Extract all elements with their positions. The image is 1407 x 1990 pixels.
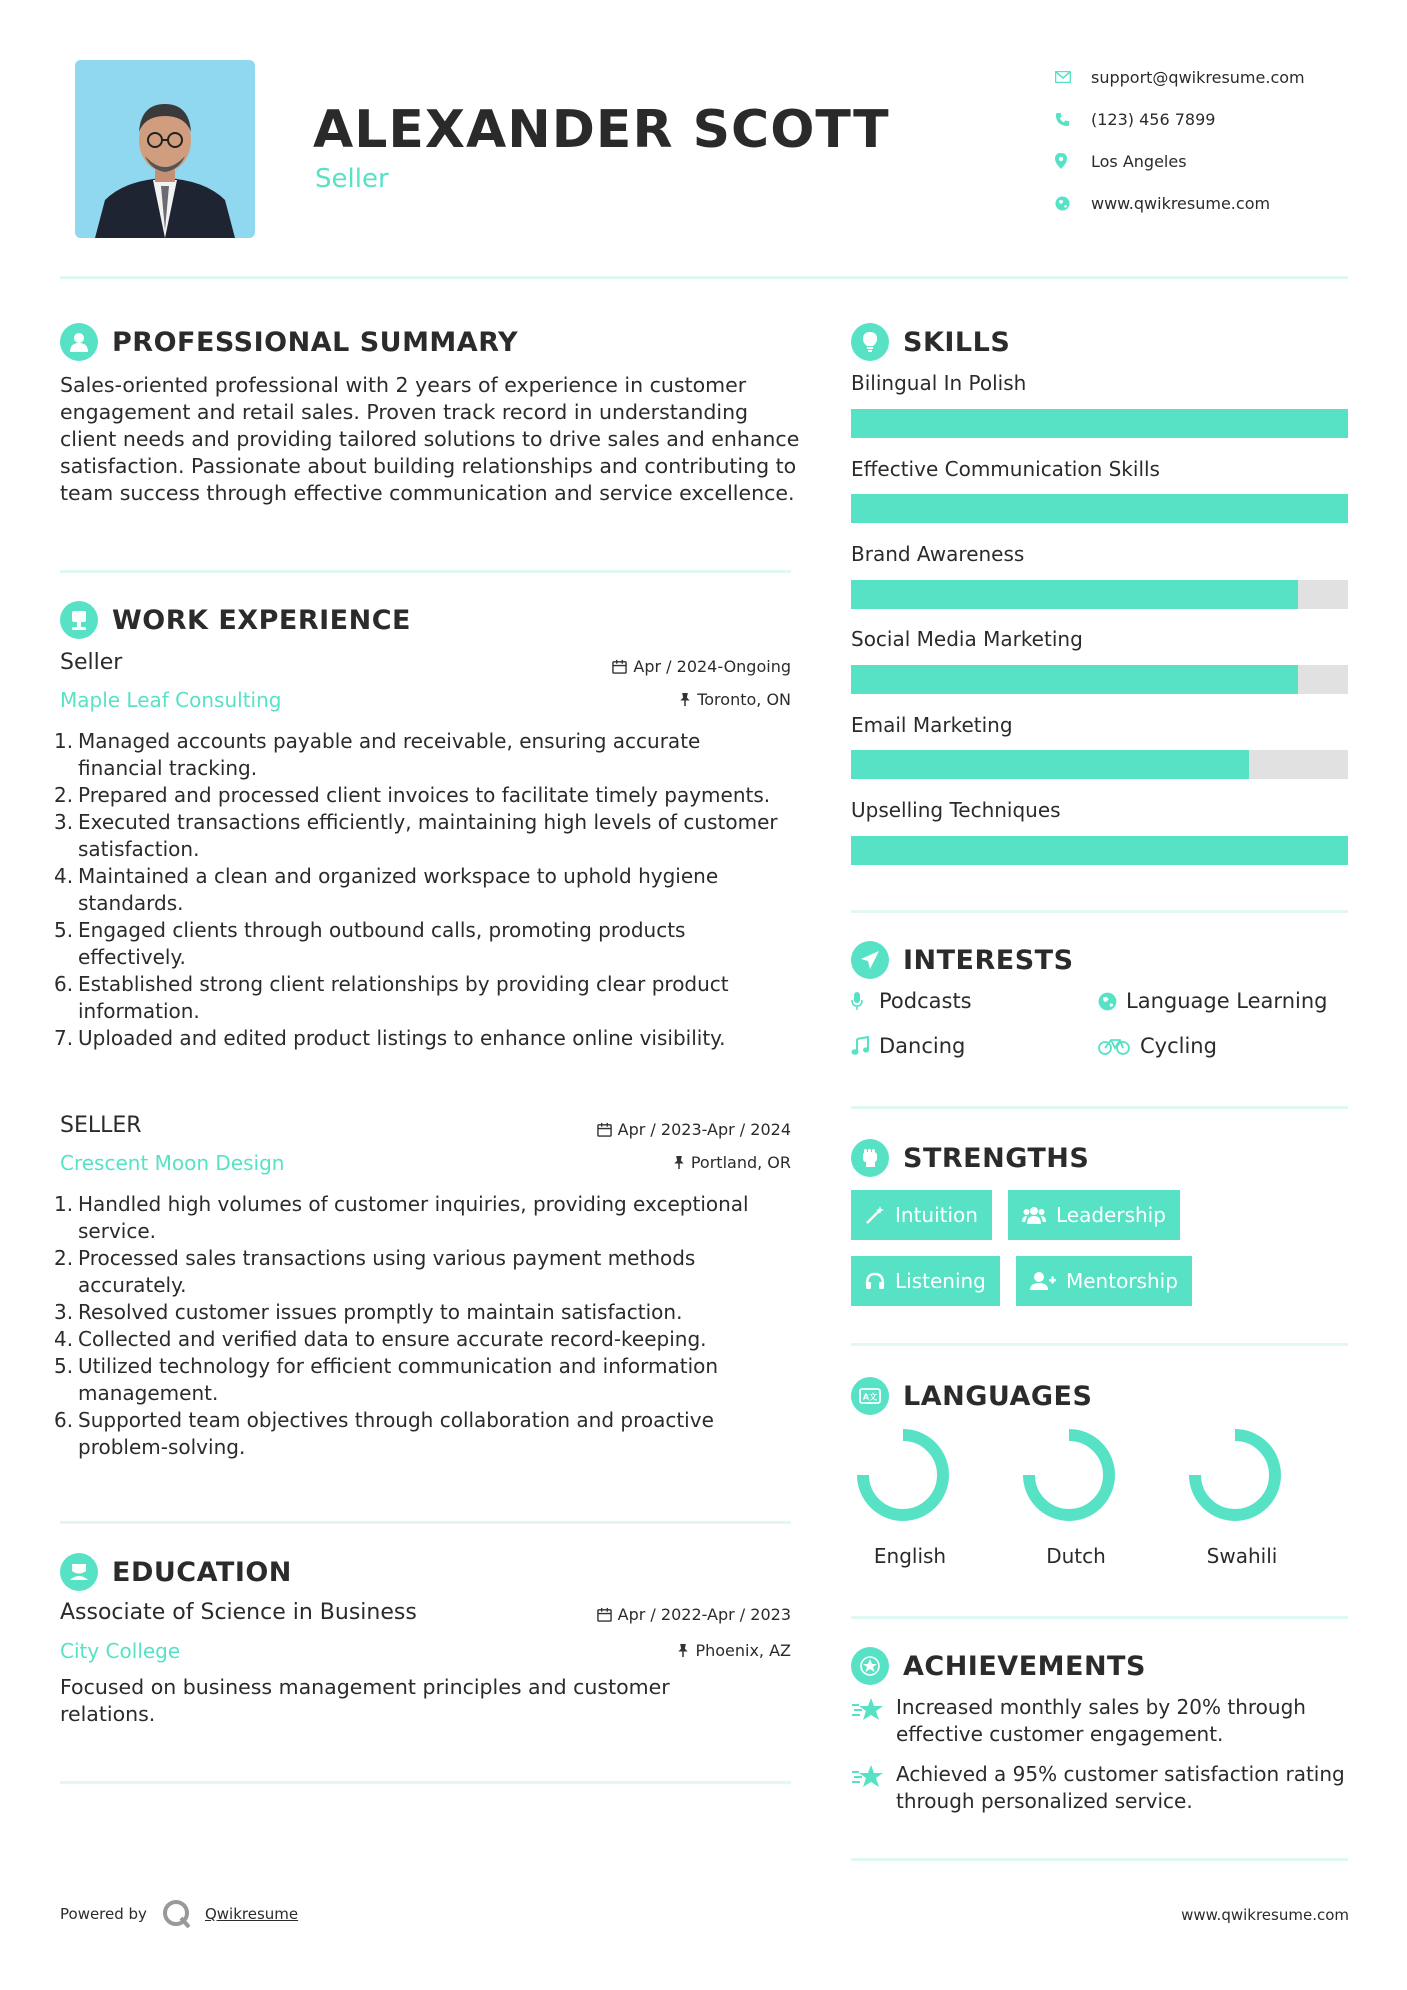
skill-bar-fill: [851, 409, 1348, 438]
headphones-icon: [865, 1272, 885, 1290]
skill-label: Email Marketing: [851, 713, 1013, 737]
profile-photo: [75, 60, 255, 238]
user-plus-icon: [1030, 1271, 1056, 1291]
contact-location: [1055, 140, 1385, 182]
job-1-company: Maple Leaf Consulting: [60, 688, 282, 712]
job-2-dates-text: Apr / 2023-Apr / 2024: [617, 1120, 791, 1139]
microphone-icon: [851, 991, 879, 1011]
magic-wand-icon: [865, 1205, 885, 1225]
skill-bar: [851, 494, 1348, 523]
education-description: Focused on business management principles and customer relations.: [60, 1675, 670, 1726]
list-item: 6. Established strong client relationships by providing clear product information.: [54, 972, 729, 1023]
contact-location-text: Los Angeles: [1091, 151, 1187, 171]
skill-bar: [851, 836, 1348, 865]
list-item: 3. Resolved customer issues promptly to maintain satisfaction.: [54, 1300, 683, 1324]
summary-divider: [60, 570, 791, 573]
skills-divider: [851, 910, 1348, 913]
contact-website[interactable]: [1055, 182, 1385, 224]
briefcase-icon: [60, 601, 98, 639]
calendar-icon: [597, 1122, 612, 1137]
achievements-divider: [851, 1858, 1348, 1861]
music-note-icon: [851, 1036, 879, 1056]
graduation-icon: [60, 1553, 98, 1591]
education-location: [677, 1641, 791, 1660]
candidate-name: ALEXANDER SCOTT: [313, 100, 890, 160]
school-name: City College: [60, 1639, 181, 1663]
job-2-dates: [597, 1120, 791, 1139]
lightbulb-icon: [851, 323, 889, 361]
pushpin-icon: [679, 692, 691, 707]
strengths-section-header: [851, 1139, 1089, 1177]
language-label: Dutch: [1046, 1544, 1106, 1568]
list-item: 1. Handled high volumes of customer inquiries, providing exceptional service.: [54, 1192, 749, 1243]
skill-bar-fill: [851, 665, 1298, 694]
pushpin-icon: [673, 1155, 685, 1170]
calendar-icon: [612, 659, 627, 674]
languages-section-header: [851, 1377, 1092, 1415]
skill-label: Upselling Techniques: [851, 798, 1061, 822]
candidate-title: Seller: [315, 164, 389, 194]
education-heading: EDUCATION: [112, 1556, 292, 1588]
skill-bar-fill: [851, 494, 1348, 523]
skill-label: Bilingual In Polish: [851, 371, 1027, 395]
fist-icon: [851, 1139, 889, 1177]
job-1-dates: [612, 657, 791, 676]
contact-phone[interactable]: [1055, 98, 1385, 140]
users-icon: [1022, 1205, 1046, 1225]
strengths-divider: [851, 1343, 1348, 1346]
job-1-duties: [54, 728, 790, 1052]
globe-icon: [1055, 196, 1091, 211]
job-2-location: [673, 1153, 791, 1172]
education-section-header: [60, 1553, 292, 1591]
language-icon: [851, 1377, 889, 1415]
strength-label: Intuition: [895, 1203, 978, 1227]
map-pin-icon: [1055, 153, 1091, 169]
achievement-text: Increased monthly sales by 20% through effective customer engagement.: [896, 1695, 1306, 1746]
job-1-location-text: Toronto, ON: [697, 690, 791, 709]
list-item: 4. Collected and verified data to ensure accurate record-keeping.: [54, 1327, 707, 1351]
job-2-location-text: Portland, OR: [690, 1153, 791, 1172]
list-item: 5. Engaged clients through outbound calls, promoting products effectively.: [54, 918, 686, 969]
achievement-item: [851, 1761, 1351, 1815]
contact-email-text: support@qwikresume.com: [1091, 67, 1305, 87]
strength-chip: [851, 1190, 992, 1240]
skill-label: Social Media Marketing: [851, 627, 1083, 651]
interest-label: Cycling: [1140, 1034, 1217, 1058]
skill-bar: [851, 750, 1348, 779]
skills-section-header: [851, 323, 1010, 361]
bicycle-icon: [1098, 1037, 1140, 1055]
interest-item: [1098, 989, 1327, 1013]
qwikresume-logo-icon: [161, 1898, 193, 1930]
footer-website[interactable]: www.qwikresume.com: [1181, 1906, 1349, 1924]
job-2-duties: [54, 1191, 790, 1461]
interests-heading: INTERESTS: [903, 944, 1074, 976]
strength-label: Leadership: [1056, 1203, 1166, 1227]
job-1-location: [679, 690, 791, 709]
skills-heading: SKILLS: [903, 326, 1011, 358]
education-dates: [597, 1605, 791, 1624]
interest-item: [851, 1034, 965, 1058]
experience-heading: WORK EXPERIENCE: [112, 604, 411, 636]
contact-email[interactable]: [1055, 56, 1385, 98]
svg-text:A文: A文: [862, 1392, 878, 1402]
calendar-icon: [597, 1607, 612, 1622]
interests-divider: [851, 1106, 1348, 1109]
achievements-section-header: [851, 1647, 1146, 1685]
list-item: 4. Maintained a clean and organized workspace to uphold hygiene standards.: [54, 864, 719, 915]
interest-item: [851, 989, 972, 1013]
medal-icon: [851, 1647, 889, 1685]
user-icon: [60, 323, 98, 361]
star-icon: [851, 1694, 896, 1748]
education-location-text: Phoenix, AZ: [695, 1641, 791, 1660]
pushpin-icon: [677, 1643, 689, 1658]
paper-plane-icon: [851, 941, 889, 979]
globe-icon: [1098, 992, 1126, 1011]
job-1-title: Seller: [60, 650, 123, 675]
skill-bar-fill: [851, 750, 1249, 779]
footer-powered-by: [60, 1898, 298, 1930]
skill-bar-fill: [851, 580, 1298, 609]
skill-bar: [851, 665, 1348, 694]
summary-heading: PROFESSIONAL SUMMARY: [112, 326, 519, 358]
strengths-heading: STRENGTHS: [903, 1142, 1090, 1174]
language-ring: [1019, 1425, 1119, 1525]
languages-divider: [851, 1616, 1348, 1619]
list-item: 6. Supported team objectives through collaboration and proactive problem-solving.: [54, 1408, 714, 1459]
language-label: English: [873, 1544, 947, 1568]
interest-label: Dancing: [879, 1034, 966, 1058]
strength-chip: [851, 1256, 1000, 1306]
language-ring: [1185, 1425, 1285, 1525]
header-divider: [60, 276, 1348, 279]
interests-section-header: [851, 941, 1074, 979]
languages-heading: LANGUAGES: [903, 1380, 1093, 1412]
powered-by-text: Powered by: [60, 1905, 147, 1923]
interest-label: Language Learning: [1126, 989, 1328, 1013]
skill-label: Effective Communication Skills: [851, 457, 1160, 481]
list-item: 5. Utilized technology for efficient communication and information management.: [54, 1354, 719, 1405]
language-label: Swahili: [1206, 1544, 1278, 1568]
list-item: 7. Uploaded and edited product listings to enhance online visibility.: [54, 1026, 726, 1050]
job-2-title: SELLER: [60, 1113, 142, 1138]
list-item: 1. Managed accounts payable and receivable, ensuring accurate financial tracking.: [54, 729, 701, 780]
strength-chip: [1016, 1256, 1192, 1306]
star-icon: [851, 1761, 896, 1815]
degree-title: Associate of Science in Business: [60, 1600, 417, 1625]
skill-bar: [851, 580, 1348, 609]
job-1-dates-text: Apr / 2024-Ongoing: [633, 657, 791, 676]
job-2-company: Crescent Moon Design: [60, 1151, 285, 1175]
list-item: 2. Processed sales transactions using various payment methods accurately.: [54, 1246, 696, 1297]
contact-list: [1055, 56, 1385, 224]
language-ring: [853, 1425, 953, 1525]
strength-label: Listening: [895, 1269, 986, 1293]
envelope-icon: [1055, 71, 1091, 83]
skill-bar-fill: [851, 836, 1348, 865]
skill-bar: [851, 409, 1348, 438]
contact-phone-text: (123) 456 7899: [1091, 109, 1216, 129]
skill-label: Brand Awareness: [851, 542, 1025, 566]
list-item: 2. Prepared and processed client invoices to facilitate timely payments.: [54, 783, 771, 807]
achievement-item: [851, 1694, 1351, 1748]
interest-label: Podcasts: [879, 989, 972, 1013]
summary-text: Sales-oriented professional with 2 years of experience in customer engagement and retail sales. Proven track record in understanding client needs and providing tailored solutions to drive sales and enhance satisfaction. Passionate about building relationships and contributing to team success through effective communication and service excellence.: [60, 373, 800, 505]
list-item: 3. Executed transactions efficiently, maintaining high levels of customer satisfaction.: [54, 810, 778, 861]
interest-item: [1098, 1034, 1217, 1058]
strength-chip: [1008, 1190, 1180, 1240]
experience-section-header: [60, 601, 411, 639]
education-divider: [60, 1781, 791, 1784]
achievements-heading: ACHIEVEMENTS: [903, 1650, 1146, 1682]
summary-section-header: [60, 323, 518, 361]
strength-label: Mentorship: [1066, 1269, 1178, 1293]
phone-icon: [1055, 112, 1091, 127]
contact-website-text: www.qwikresume.com: [1091, 193, 1271, 213]
qwikresume-link[interactable]: Qwikresume: [204, 1905, 299, 1923]
experience-divider: [60, 1521, 791, 1524]
achievement-text: Achieved a 95% customer satisfaction rating through personalized service.: [896, 1762, 1345, 1813]
education-dates-text: Apr / 2022-Apr / 2023: [617, 1605, 791, 1624]
